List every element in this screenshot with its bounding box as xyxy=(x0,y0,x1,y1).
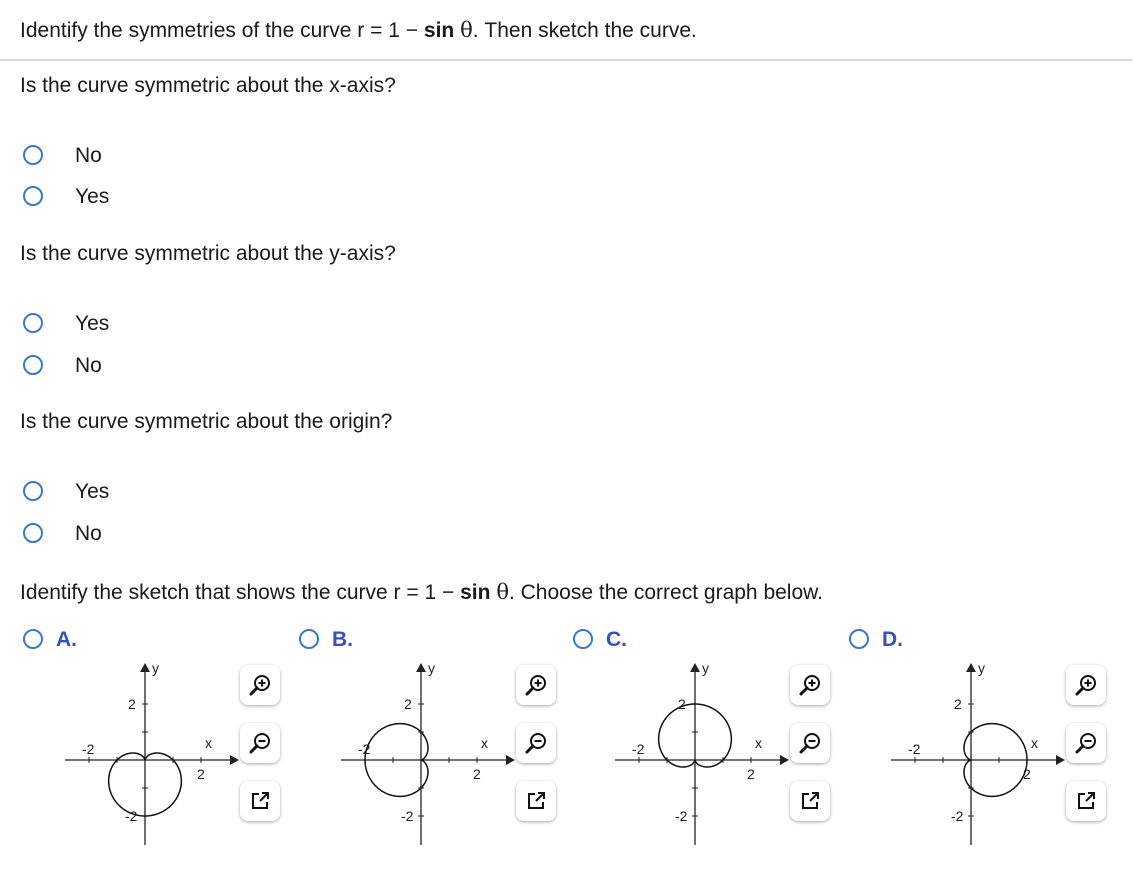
option-label[interactable]: No xyxy=(75,522,102,545)
choice-letter-b[interactable]: B. xyxy=(332,628,353,651)
zoom-in-icon xyxy=(524,673,548,697)
option-label[interactable]: No xyxy=(75,354,102,377)
zoom-in-icon xyxy=(798,673,822,697)
radio-y-axis-no[interactable] xyxy=(23,355,43,375)
popout-icon xyxy=(798,789,822,813)
popout-button[interactable] xyxy=(240,781,280,821)
x-axis-label: x xyxy=(481,735,488,751)
y-axis-arrow xyxy=(690,663,700,672)
graph-choice-d xyxy=(881,660,1071,860)
radio-choice-c[interactable] xyxy=(573,629,593,649)
x-tick-label-pos: 2 xyxy=(747,766,755,782)
divider xyxy=(0,59,1132,61)
sketch-question: Identify the sketch that shows the curve r = 1 − sin θ. Choose the correct graph below. xyxy=(20,580,823,604)
choice-letter-d[interactable]: D. xyxy=(882,628,903,651)
y-tick-label-neg: -2 xyxy=(951,808,964,824)
popout-icon xyxy=(248,789,272,813)
question-origin: Is the curve symmetric about the origin? xyxy=(20,410,393,433)
x-tick-label-neg: -2 xyxy=(632,741,645,757)
popout-icon xyxy=(524,789,548,813)
y-axis-label: y xyxy=(152,660,159,676)
radio-y-axis-yes[interactable] xyxy=(23,313,43,333)
zoom-in-icon xyxy=(248,673,272,697)
y-tick-label-neg: -2 xyxy=(125,808,138,824)
y-tick-label-neg: -2 xyxy=(401,808,414,824)
radio-choice-b[interactable] xyxy=(299,629,319,649)
option-label[interactable]: Yes xyxy=(75,312,110,335)
y-axis-arrow xyxy=(416,663,426,672)
popout-button[interactable] xyxy=(1066,781,1106,821)
popout-button[interactable] xyxy=(790,781,830,821)
y-tick-label-pos: 2 xyxy=(128,696,136,712)
option-label[interactable]: No xyxy=(75,144,102,167)
y-axis-arrow xyxy=(140,663,150,672)
option-label[interactable]: Yes xyxy=(75,480,110,503)
option-label[interactable]: Yes xyxy=(75,185,110,208)
zoom-in-button[interactable] xyxy=(240,665,280,705)
radio-choice-a[interactable] xyxy=(23,629,43,649)
y-axis-label: y xyxy=(702,660,709,676)
zoom-out-button[interactable] xyxy=(240,723,280,763)
x-axis-arrow xyxy=(1056,755,1065,765)
radio-origin-no[interactable] xyxy=(23,523,43,543)
zoom-in-button[interactable] xyxy=(516,665,556,705)
x-axis-arrow xyxy=(230,755,239,765)
x-tick-label-pos: 2 xyxy=(197,766,205,782)
y-tick-label-pos: 2 xyxy=(404,696,412,712)
zoom-out-button[interactable] xyxy=(790,723,830,763)
zoom-out-icon xyxy=(1074,731,1098,755)
y-axis-label: y xyxy=(428,660,435,676)
graph-choice-c xyxy=(605,660,795,860)
zoom-in-button[interactable] xyxy=(1066,665,1106,705)
y-tick-label-pos: 2 xyxy=(954,696,962,712)
x-tick-label-pos: 2 xyxy=(1023,766,1031,782)
main-question: Identify the symmetries of the curve r = 1 − sin θ. Then sketch the curve. xyxy=(20,18,697,42)
zoom-in-icon xyxy=(1074,673,1098,697)
x-axis-arrow xyxy=(506,755,515,765)
radio-choice-d[interactable] xyxy=(849,629,869,649)
x-tick-label-neg: -2 xyxy=(358,741,371,757)
zoom-out-button[interactable] xyxy=(516,723,556,763)
x-axis-label: x xyxy=(755,735,762,751)
x-tick-label-pos: 2 xyxy=(473,766,481,782)
radio-x-axis-no[interactable] xyxy=(23,145,43,165)
x-axis-label: x xyxy=(1031,735,1038,751)
zoom-out-icon xyxy=(798,731,822,755)
x-tick-label-neg: -2 xyxy=(82,741,95,757)
radio-origin-yes[interactable] xyxy=(23,481,43,501)
y-tick-label-neg: -2 xyxy=(675,808,688,824)
graph-choice-b xyxy=(331,660,521,860)
graph-choice-a xyxy=(55,660,245,860)
x-axis-label: x xyxy=(205,735,212,751)
zoom-out-icon xyxy=(248,731,272,755)
zoom-out-icon xyxy=(524,731,548,755)
question-x-axis: Is the curve symmetric about the x-axis? xyxy=(20,74,396,97)
y-tick-label-pos: 2 xyxy=(678,696,686,712)
zoom-in-button[interactable] xyxy=(790,665,830,705)
zoom-out-button[interactable] xyxy=(1066,723,1106,763)
question-y-axis: Is the curve symmetric about the y-axis? xyxy=(20,242,396,265)
popout-icon xyxy=(1074,789,1098,813)
y-axis-arrow xyxy=(966,663,976,672)
choice-letter-a[interactable]: A. xyxy=(56,628,77,651)
choice-letter-c[interactable]: C. xyxy=(606,628,627,651)
y-axis-label: y xyxy=(978,660,985,676)
popout-button[interactable] xyxy=(516,781,556,821)
x-tick-label-neg: -2 xyxy=(908,741,921,757)
x-axis-arrow xyxy=(780,755,789,765)
radio-x-axis-yes[interactable] xyxy=(23,186,43,206)
